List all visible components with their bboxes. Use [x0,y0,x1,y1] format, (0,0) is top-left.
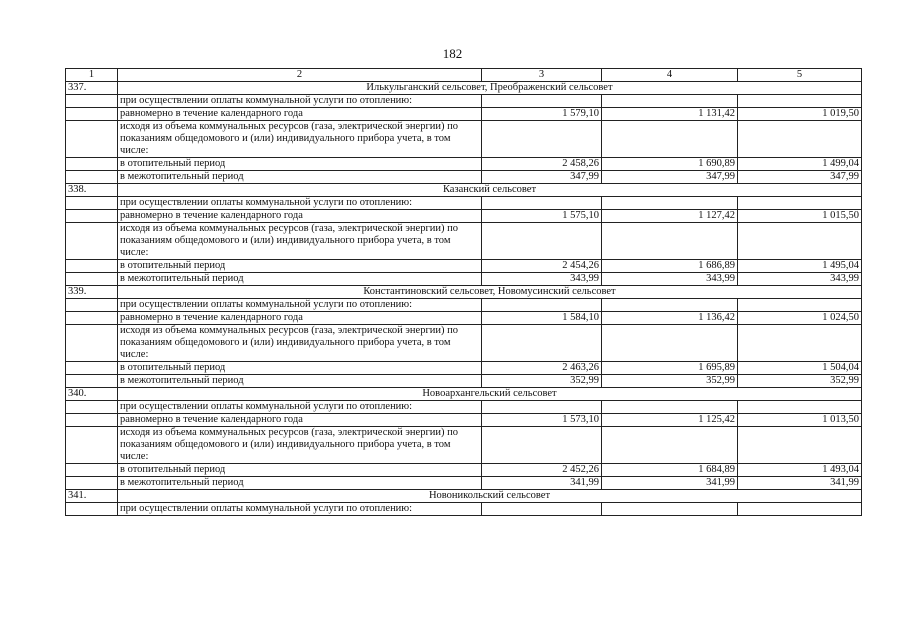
value-cell-col5: 343,99 [738,273,862,286]
value-cell-col4: 1 127,42 [602,210,738,223]
row-number-cell [66,375,118,388]
table-row [66,210,862,223]
section-name: Константиновский сельсовет, Новомусинский сельсовет [118,286,862,299]
value-cell-col4: 1 136,42 [602,312,738,325]
section-header-row [66,184,862,197]
value-cell-col3: 2 452,26 [482,464,602,477]
row-number-cell [66,158,118,171]
row-number-cell [66,121,118,158]
value-cell-col3 [482,197,602,210]
table-row [66,299,862,312]
row-number-cell [66,427,118,464]
value-cell-col4 [602,95,738,108]
value-cell-col5: 1 495,04 [738,260,862,273]
value-cell-col3 [482,503,602,516]
row-label: равномерно в течение календарного года [118,312,482,325]
table-row [66,503,862,516]
table-row [66,121,862,158]
table-row [66,158,862,171]
row-number-cell [66,223,118,260]
value-cell-col4 [602,503,738,516]
value-cell-col4 [602,325,738,362]
row-label: в отопительный период [118,464,482,477]
value-cell-col3: 347,99 [482,171,602,184]
row-label: в межотопительный период [118,375,482,388]
row-label: при осуществлении оплаты коммунальной услуги по отоплению: [118,95,482,108]
row-number-cell [66,260,118,273]
section-name: Илькульганский сельсовет, Преображенский сельсовет [118,82,862,95]
row-number-cell [66,210,118,223]
table-row [66,362,862,375]
value-cell-col4 [602,299,738,312]
section-name: Новоникольский сельсовет [118,490,862,503]
row-label: в отопительный период [118,260,482,273]
value-cell-col4: 1 695,89 [602,362,738,375]
value-cell-col3: 1 579,10 [482,108,602,121]
value-cell-col5: 1 013,50 [738,414,862,427]
value-cell-col3 [482,223,602,260]
section-number: 340. [66,388,118,401]
row-number-cell [66,477,118,490]
value-cell-col4: 1 125,42 [602,414,738,427]
row-label: исходя из объема коммунальных ресурсов (газа, электрической энергии) по показаниям общедомового и (или) индивидуального прибора учета, в том числе: [118,121,482,158]
row-label: равномерно в течение календарного года [118,414,482,427]
table-body [66,69,862,516]
row-label: равномерно в течение календарного года [118,210,482,223]
value-cell-col4: 1 131,42 [602,108,738,121]
value-cell-col4 [602,121,738,158]
value-cell-col4: 1 686,89 [602,260,738,273]
value-cell-col3 [482,325,602,362]
table-row [66,325,862,362]
value-cell-col5: 1 499,04 [738,158,862,171]
value-cell-col5 [738,503,862,516]
value-cell-col3: 343,99 [482,273,602,286]
value-cell-col3: 1 573,10 [482,414,602,427]
value-cell-col5: 1 024,50 [738,312,862,325]
section-number: 337. [66,82,118,95]
table-row [66,464,862,477]
row-number-cell [66,299,118,312]
value-cell-col5 [738,197,862,210]
value-cell-col5 [738,299,862,312]
value-cell-col3: 341,99 [482,477,602,490]
row-number-cell [66,108,118,121]
value-cell-col5 [738,223,862,260]
table-row [66,223,862,260]
section-header-row [66,490,862,503]
value-cell-col3 [482,401,602,414]
row-label: при осуществлении оплаты коммунальной услуги по отоплению: [118,197,482,210]
value-cell-col4: 352,99 [602,375,738,388]
section-number: 338. [66,184,118,197]
table-row [66,401,862,414]
row-label: равномерно в течение календарного года [118,108,482,121]
row-number-cell [66,401,118,414]
value-cell-col3: 2 454,26 [482,260,602,273]
value-cell-col5: 341,99 [738,477,862,490]
row-number-cell [66,503,118,516]
column-header-3: 3 [482,69,602,82]
value-cell-col5: 352,99 [738,375,862,388]
section-number: 341. [66,490,118,503]
value-cell-col5: 1 015,50 [738,210,862,223]
value-cell-col3: 2 458,26 [482,158,602,171]
row-number-cell [66,312,118,325]
value-cell-col4 [602,197,738,210]
table-row [66,312,862,325]
section-header-row [66,82,862,95]
table-row [66,171,862,184]
value-cell-col5 [738,427,862,464]
row-number-cell [66,273,118,286]
value-cell-col4 [602,427,738,464]
value-cell-col3 [482,121,602,158]
value-cell-col3 [482,95,602,108]
column-header-4: 4 [602,69,738,82]
value-cell-col5: 347,99 [738,171,862,184]
table-row [66,427,862,464]
table-row [66,95,862,108]
value-cell-col5: 1 019,50 [738,108,862,121]
row-label: при осуществлении оплаты коммунальной услуги по отоплению: [118,401,482,414]
value-cell-col4 [602,401,738,414]
value-cell-col3: 1 575,10 [482,210,602,223]
section-name: Новоархангельский сельсовет [118,388,862,401]
table-row [66,273,862,286]
value-cell-col4: 347,99 [602,171,738,184]
value-cell-col5: 1 504,04 [738,362,862,375]
row-label: в отопительный период [118,362,482,375]
value-cell-col5 [738,121,862,158]
value-cell-col3 [482,427,602,464]
column-header-2: 2 [118,69,482,82]
value-cell-col5 [738,95,862,108]
row-label: в отопительный период [118,158,482,171]
row-number-cell [66,464,118,477]
table-row [66,375,862,388]
section-name: Казанский сельсовет [118,184,862,197]
column-header-row [66,69,862,82]
row-label: исходя из объема коммунальных ресурсов (газа, электрической энергии) по показаниям общедомового и (или) индивидуального прибора учета, в том числе: [118,325,482,362]
row-label: исходя из объема коммунальных ресурсов (газа, электрической энергии) по показаниям общедомового и (или) индивидуального прибора учета, в том числе: [118,223,482,260]
value-cell-col5: 1 493,04 [738,464,862,477]
page-number: 182 [442,46,463,61]
value-cell-col3: 2 463,26 [482,362,602,375]
section-header-row [66,388,862,401]
table-row [66,108,862,121]
section-header-row [66,286,862,299]
value-cell-col3: 352,99 [482,375,602,388]
row-number-cell [66,95,118,108]
row-label: в межотопительный период [118,273,482,286]
row-label: при осуществлении оплаты коммунальной услуги по отоплению: [118,299,482,312]
row-label: в межотопительный период [118,171,482,184]
value-cell-col3: 1 584,10 [482,312,602,325]
value-cell-col5 [738,325,862,362]
row-label: исходя из объема коммунальных ресурсов (газа, электрической энергии) по показаниям общедомового и (или) индивидуального прибора учета, в том числе: [118,427,482,464]
value-cell-col3 [482,299,602,312]
column-header-5: 5 [738,69,862,82]
table-row [66,477,862,490]
value-cell-col5 [738,401,862,414]
tariff-table [65,68,862,516]
value-cell-col4: 1 684,89 [602,464,738,477]
value-cell-col4 [602,223,738,260]
column-header-1: 1 [66,69,118,82]
table-row [66,197,862,210]
row-number-cell [66,362,118,375]
value-cell-col4: 1 690,89 [602,158,738,171]
value-cell-col4: 343,99 [602,273,738,286]
section-number: 339. [66,286,118,299]
row-number-cell [66,414,118,427]
value-cell-col4: 341,99 [602,477,738,490]
row-number-cell [66,197,118,210]
row-number-cell [66,171,118,184]
row-label: в межотопительный период [118,477,482,490]
row-label: при осуществлении оплаты коммунальной услуги по отоплению: [118,503,482,516]
table-row [66,414,862,427]
row-number-cell [66,325,118,362]
table-row [66,260,862,273]
